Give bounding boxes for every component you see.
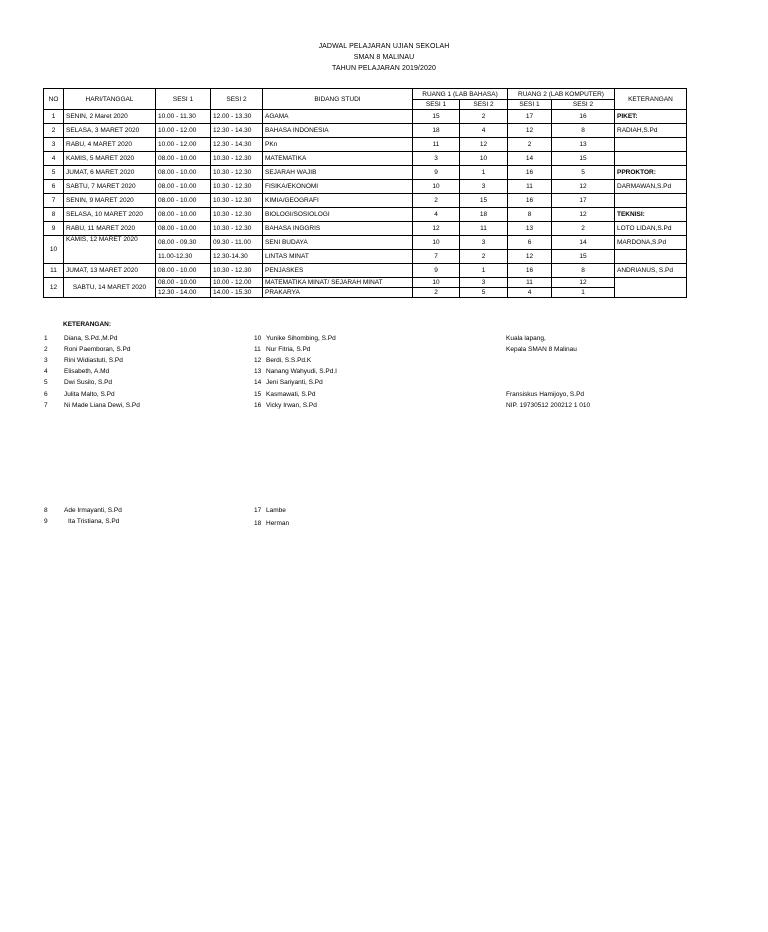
row-r1s1: 11 bbox=[413, 138, 460, 152]
col-room1-header: RUANG 1 (LAB BAHASA) bbox=[413, 89, 508, 100]
row-r2s1: 16 bbox=[508, 194, 552, 208]
row-session1: 10.00 - 12.00 bbox=[156, 124, 211, 138]
row-r2s1: 16 bbox=[508, 166, 552, 180]
row-subject: BIOLOGI/SOSIOLOGI bbox=[263, 208, 413, 222]
room1-session2-header: SESI 2 bbox=[460, 100, 508, 110]
row-session2: 12.00 - 13.30 bbox=[211, 110, 263, 124]
table-row bbox=[44, 194, 687, 208]
row-r2s2: 12 bbox=[552, 278, 615, 288]
row-r1s1: 3 bbox=[413, 152, 460, 166]
row-r2s2: 12 bbox=[552, 180, 615, 194]
row-session1: 11.00-12.30 bbox=[156, 250, 211, 264]
row-r1s2: 1 bbox=[460, 264, 508, 278]
row-r1s2: 1 bbox=[460, 166, 508, 180]
row-session1: 08.00 - 10.00 bbox=[156, 278, 211, 288]
row-note: TEKNISI: bbox=[615, 208, 687, 222]
row-r1s2: 18 bbox=[460, 208, 508, 222]
row-subject: MATEMATIKA bbox=[263, 152, 413, 166]
row-r1s1: 7 bbox=[413, 250, 460, 264]
row-session1: 08.00 - 10.00 bbox=[156, 208, 211, 222]
row-r2s1: 11 bbox=[508, 180, 552, 194]
row-r2s1: 14 bbox=[508, 152, 552, 166]
row-session1: 08.00 - 10.00 bbox=[156, 152, 211, 166]
row-r1s2: 12 bbox=[460, 138, 508, 152]
row-subject: BAHASA INDONESIA bbox=[263, 124, 413, 138]
row-day: JUMAT, 6 MARET 2020 bbox=[64, 166, 156, 180]
row-session2: 10.30 - 12.30 bbox=[211, 166, 263, 180]
row-r1s1: 4 bbox=[413, 208, 460, 222]
row-r1s1: 18 bbox=[413, 124, 460, 138]
col-subject-header: BIDANG STUDI bbox=[263, 89, 413, 110]
row-day: SELASA, 10 MARET 2020 bbox=[64, 208, 156, 222]
table-row bbox=[44, 264, 687, 278]
row-r1s2: 3 bbox=[460, 278, 508, 288]
row-r1s1: 2 bbox=[413, 194, 460, 208]
row-session2: 10.30 - 12.30 bbox=[211, 208, 263, 222]
row-session1: 08.00 - 10.00 bbox=[156, 222, 211, 236]
row-r2s2: 13 bbox=[552, 138, 615, 152]
row-r1s2: 4 bbox=[460, 124, 508, 138]
row-r1s1: 10 bbox=[413, 180, 460, 194]
row-no: 6 bbox=[44, 180, 64, 194]
row-session2: 12.30-14.30 bbox=[211, 250, 263, 264]
row-note: ANDRIANUS, S.Pd bbox=[615, 264, 687, 278]
row-note: PIKET: bbox=[615, 110, 687, 124]
row-r2s1: 16 bbox=[508, 264, 552, 278]
row-r2s1: 17 bbox=[508, 110, 552, 124]
row-session2: 09.30 - 11.00 bbox=[211, 236, 263, 250]
room2-session2-header: SESI 2 bbox=[552, 100, 615, 110]
row-day: KAMIS, 5 MARET 2020 bbox=[64, 152, 156, 166]
row-day: JUMAT, 13 MARET 2020 bbox=[64, 264, 156, 278]
row-r1s2: 11 bbox=[460, 222, 508, 236]
row-day: KAMIS, 12 MARET 2020 bbox=[64, 236, 156, 264]
row-no: 8 bbox=[44, 208, 64, 222]
school-name: SMAN 8 MALINAU bbox=[353, 54, 415, 61]
row-r1s2: 15 bbox=[460, 194, 508, 208]
row-r2s2: 8 bbox=[552, 264, 615, 278]
row-session1: 08.00 - 10.00 bbox=[156, 194, 211, 208]
table-row bbox=[44, 180, 687, 194]
table-row bbox=[44, 138, 687, 152]
row-note: DARMAWAN,S.Pd bbox=[615, 180, 687, 194]
row-subject: BAHASA INGGRIS bbox=[263, 222, 413, 236]
row-session1: 10.00 - 12.00 bbox=[156, 138, 211, 152]
row-subject: KIMIA/GEOGRAFI bbox=[263, 194, 413, 208]
exam-schedule-table bbox=[43, 88, 687, 298]
row-day: RABU, 11 MARET 2020 bbox=[64, 222, 156, 236]
row-subject: PRAKARYA bbox=[263, 288, 413, 298]
row-no: 7 bbox=[44, 194, 64, 208]
row-no: 3 bbox=[44, 138, 64, 152]
row-day: RABU, 4 MARET 2020 bbox=[64, 138, 156, 152]
row-day: SELASA, 3 MARET 2020 bbox=[64, 124, 156, 138]
signature-place: Kuala lapang, bbox=[506, 335, 546, 342]
row-r1s1: 2 bbox=[413, 288, 460, 298]
row-session2: 10.00 - 12.00 bbox=[211, 278, 263, 288]
table-row bbox=[44, 152, 687, 166]
row-r2s1: 2 bbox=[508, 138, 552, 152]
row-subject: AGAMA bbox=[263, 110, 413, 124]
row-day: SENIN, 2 Maret 2020 bbox=[64, 110, 156, 124]
row-r2s2: 8 bbox=[552, 124, 615, 138]
row-r2s2: 12 bbox=[552, 208, 615, 222]
row-note: MARDONA,S.Pd bbox=[615, 236, 687, 250]
table-row bbox=[44, 208, 687, 222]
row-session2: 10.30 - 12.30 bbox=[211, 194, 263, 208]
row-session2: 10.30 - 12.30 bbox=[211, 180, 263, 194]
table-row bbox=[44, 166, 687, 180]
row-subject: SEJARAH WAJIB bbox=[263, 166, 413, 180]
row-session2: 12.30 - 14.30 bbox=[211, 124, 263, 138]
col-no-header: NO bbox=[44, 89, 64, 110]
table-row bbox=[44, 236, 687, 250]
row-no: 1 bbox=[44, 110, 64, 124]
legend-heading: KETERANGAN: bbox=[63, 321, 112, 328]
row-no: 10 bbox=[44, 236, 64, 264]
row-session2: 12.30 - 14.30 bbox=[211, 138, 263, 152]
row-no: 11 bbox=[44, 264, 64, 278]
row-subject: FISIKA/EKONOMI bbox=[263, 180, 413, 194]
row-r1s1: 15 bbox=[413, 110, 460, 124]
row-r2s1: 8 bbox=[508, 208, 552, 222]
signature-role: Kepala SMAN 8 Malinau bbox=[506, 346, 577, 353]
row-note bbox=[615, 152, 687, 166]
row-note: PPROKTOR: bbox=[615, 166, 687, 180]
row-session2: 10.30 - 12.30 bbox=[211, 152, 263, 166]
row-session1: 08.00 - 10.00 bbox=[156, 264, 211, 278]
signature-name: Fransiskus Hamijoyo, S.Pd bbox=[506, 391, 585, 398]
row-note bbox=[615, 250, 687, 264]
row-r2s1: 12 bbox=[508, 124, 552, 138]
room1-session1-header: SESI 1 bbox=[413, 100, 460, 110]
row-r2s1: 12 bbox=[508, 250, 552, 264]
row-day: SABTU, 7 MARET 2020 bbox=[64, 180, 156, 194]
row-day: SENIN, 9 MARET 2020 bbox=[64, 194, 156, 208]
row-no: 2 bbox=[44, 124, 64, 138]
row-r1s2: 10 bbox=[460, 152, 508, 166]
row-no: 4 bbox=[44, 152, 64, 166]
row-session2: 10.30 - 12.30 bbox=[211, 264, 263, 278]
row-r2s1: 4 bbox=[508, 288, 552, 298]
row-subject: PKn bbox=[263, 138, 413, 152]
row-session2: 10.30 - 12.30 bbox=[211, 222, 263, 236]
row-day: SABTU, 14 MARET 2020 bbox=[64, 278, 156, 298]
row-no: 5 bbox=[44, 166, 64, 180]
row-r1s2: 2 bbox=[460, 110, 508, 124]
row-r1s2: 3 bbox=[460, 180, 508, 194]
row-session2: 14.00 - 15.30 bbox=[211, 288, 263, 298]
academic-year: TAHUN PELAJARAN 2019/2020 bbox=[332, 65, 436, 72]
row-session1: 08.00 - 10.00 bbox=[156, 180, 211, 194]
row-r1s1: 12 bbox=[413, 222, 460, 236]
row-session1: 12.30 - 14.00 bbox=[156, 288, 211, 298]
col-session1-header: SESI 1 bbox=[156, 89, 211, 110]
row-no: 9 bbox=[44, 222, 64, 236]
row-subject: SENI BUDAYA bbox=[263, 236, 413, 250]
row-subject: MATEMATIKA MINAT/ SEJARAH MINAT bbox=[263, 278, 413, 288]
signature-nip: NIP. 19730512 200212 1 010 bbox=[506, 402, 591, 409]
row-r2s2: 17 bbox=[552, 194, 615, 208]
table-row bbox=[44, 278, 687, 288]
table-row bbox=[44, 222, 687, 236]
col-room2-header: RUANG 2 (LAB KOMPUTER) bbox=[508, 89, 615, 100]
row-r1s1: 10 bbox=[413, 278, 460, 288]
row-note bbox=[615, 278, 687, 298]
row-r2s2: 14 bbox=[552, 236, 615, 250]
row-session1: 08.00 - 09.30 bbox=[156, 236, 211, 250]
row-session1: 08.00 - 10.00 bbox=[156, 166, 211, 180]
row-r2s2: 15 bbox=[552, 152, 615, 166]
row-subject: LINTAS MINAT bbox=[263, 250, 413, 264]
row-r1s1: 10 bbox=[413, 236, 460, 250]
row-note: RADIAH,S.Pd bbox=[615, 124, 687, 138]
row-subject: PENJASKES bbox=[263, 264, 413, 278]
row-note bbox=[615, 138, 687, 152]
row-r1s2: 2 bbox=[460, 250, 508, 264]
row-session1: 10.00 - 11.30 bbox=[156, 110, 211, 124]
row-r2s2: 5 bbox=[552, 166, 615, 180]
row-note bbox=[615, 194, 687, 208]
doc-title: JADWAL PELAJARAN UJIAN SEKOLAH bbox=[318, 43, 450, 50]
col-day-header: HARI/TANGGAL bbox=[64, 89, 156, 110]
row-r1s2: 3 bbox=[460, 236, 508, 250]
table-row bbox=[44, 124, 687, 138]
row-r1s1: 9 bbox=[413, 166, 460, 180]
row-r2s2: 1 bbox=[552, 288, 615, 298]
row-r2s2: 16 bbox=[552, 110, 615, 124]
table-row bbox=[44, 110, 687, 124]
row-note: LOTO LIDAN,S.Pd bbox=[615, 222, 687, 236]
row-r2s1: 6 bbox=[508, 236, 552, 250]
row-r2s2: 2 bbox=[552, 222, 615, 236]
row-r1s1: 9 bbox=[413, 264, 460, 278]
col-session2-header: SESI 2 bbox=[211, 89, 263, 110]
row-r1s2: 5 bbox=[460, 288, 508, 298]
col-notes-header: KETERANGAN bbox=[615, 89, 687, 110]
row-r2s1: 13 bbox=[508, 222, 552, 236]
room2-session1-header: SESI 1 bbox=[508, 100, 552, 110]
row-r2s1: 11 bbox=[508, 278, 552, 288]
row-no: 12 bbox=[44, 278, 64, 298]
row-r2s2: 15 bbox=[552, 250, 615, 264]
